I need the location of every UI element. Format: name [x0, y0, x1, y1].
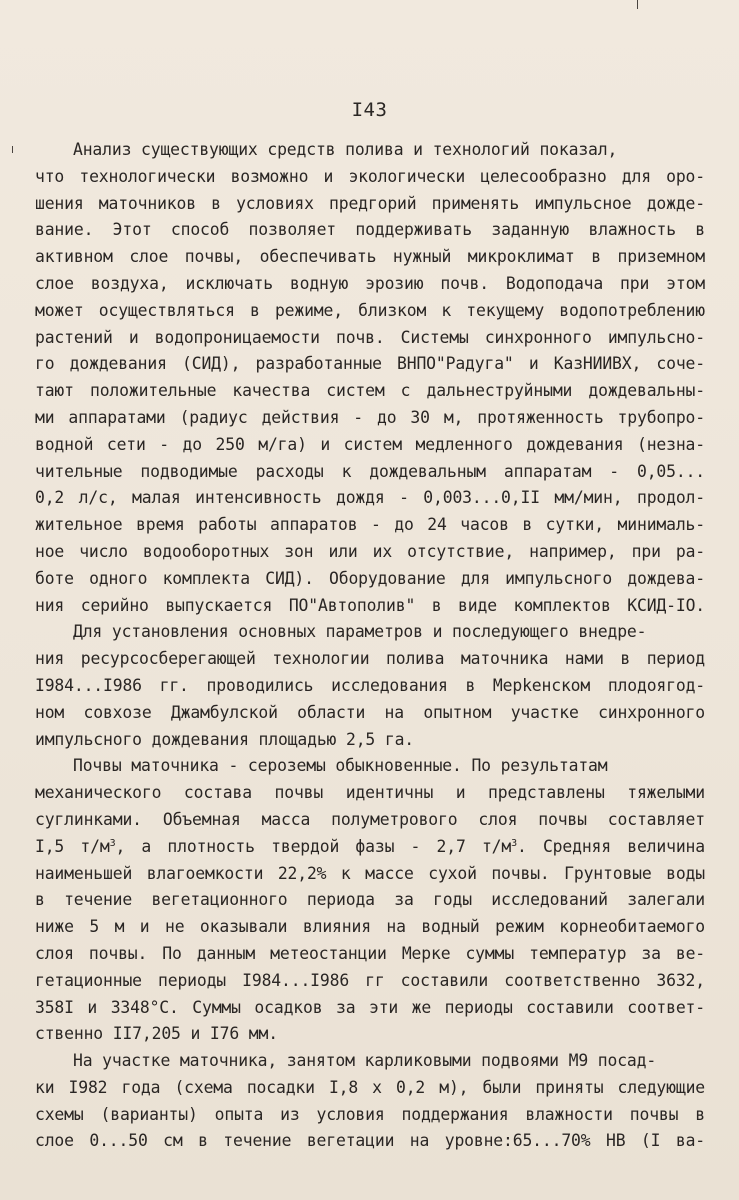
text-line: го дождевания (СИД), разработанные ВНПО"Радуга" и КазНИИВХ, соче- [35, 354, 705, 374]
text-line: 0,2 л/с, малая интенсивность дождя - 0,003...0,II мм/мин, продол- [35, 488, 705, 508]
text-line: жительное время работы аппаратов - до 24 часов в сутки, минималь- [35, 515, 705, 535]
text-line: ное число водооборотных зон или их отсутствие, например, при ра- [35, 541, 705, 561]
text-line: ми аппаратами (радиус действия - до 30 м, протяженность трубопро- [35, 407, 705, 427]
page-number: I43 [351, 99, 388, 121]
text-line: импульсного дождевания площадью 2,5 га. [35, 729, 415, 749]
text-line: боте одного комплекта СИД). Оборудование для импульсного дождева- [35, 568, 705, 588]
text-line: ки I982 года (схема посадки I,8 х 0,2 м), были приняты следующие [35, 1077, 705, 1097]
text-line: механического состава почвы идентичны и представлены тяжелыми [35, 783, 705, 803]
text-line: Анализ существующих средств полива и технологий показал, [73, 140, 618, 159]
text-line: Почвы маточника - сероземы обыкновенные. По результатам [73, 756, 608, 776]
text-line: I984...I986 гг. проводились исследования в Мерkенском плодоягод- [35, 675, 705, 695]
text-line: ния серийно выпускается ПО"Автополив" в виде комплектов КСИД-IO. [35, 595, 705, 615]
scan-mark [637, 0, 638, 9]
text-line: На участке маточника, занятом карликовыми подвоями М9 посад- [73, 1051, 657, 1071]
text-line: 358I и 3348°С. Суммы осадков за эти же периоды составили соответ- [35, 997, 705, 1017]
text-line: суглинками. Объемная масса полуметрового слоя почвы составляет [35, 809, 705, 829]
text-line: может осуществляться в режиме, близком к текущему водопотреблению [35, 300, 705, 320]
text-line: слоя почвы. По данным метеостанции Мерке суммы температур за ве- [35, 943, 705, 963]
text-line: активном слое почвы, обеспечивать нужный микроклимат в приземном [35, 247, 705, 267]
text-line: шения маточников в условиях предгорий применять импульсное дожде- [35, 193, 705, 213]
body-text [35, 137, 705, 1155]
text-line: I,5 $т/м^3$, а плотность твердой фазы - 2,7 $т/м^3$. Средняя величина [35, 836, 705, 856]
text-line: водной сети - до 250 м/га) и систем медленного дождевания (незна- [35, 434, 705, 454]
text-line: вание. Этот способ позволяет поддерживать заданную влажность в [35, 220, 705, 240]
text-line: в течение вегетационного периода за годы исследований залегали [35, 890, 705, 910]
text-line: ном совхозе Джамбулской области на опытном участке синхронного [35, 702, 705, 722]
text-line: ниже 5 м и не оказывали влияния на водный режим корнеобитаемого [35, 917, 705, 937]
text-line: схемы (варианты) опыта из условия поддержания влажности почвы в [35, 1104, 705, 1124]
text-line: чительные подводимые расходы к дождевальным аппаратам - 0,05... [35, 461, 705, 481]
text-line: ния ресурсосберегающей технологии полива маточника нами в период [35, 649, 705, 669]
text-line: ственно II7,205 и I76 мм. [35, 1024, 278, 1044]
text-line: растений и водопроницаемости почв. Системы синхронного импульсно- [35, 327, 705, 347]
text-line: что технологически возможно и экологически целесообразно для оро- [35, 166, 705, 186]
text-line: слое 0...50 см в течение вегетации на уровне:65...70% НВ (I ва- [35, 1131, 705, 1151]
text-line: гетационные периоды I984...I986 гг составили соответственно 3632, [35, 970, 705, 990]
text-line: слое воздуха, исключать водную эрозию почв. Водоподача при этом [35, 273, 705, 293]
text-line: Для установления основных параметров и последующего внедре- [73, 622, 647, 642]
text-line: тают положительные качества систем с дальнеструйными дождевальны- [35, 381, 705, 401]
text-line: наименьшей влагоемкости 22,2% к массе сухой почвы. Грунтовые воды [35, 863, 705, 883]
scan-mark [12, 146, 13, 153]
